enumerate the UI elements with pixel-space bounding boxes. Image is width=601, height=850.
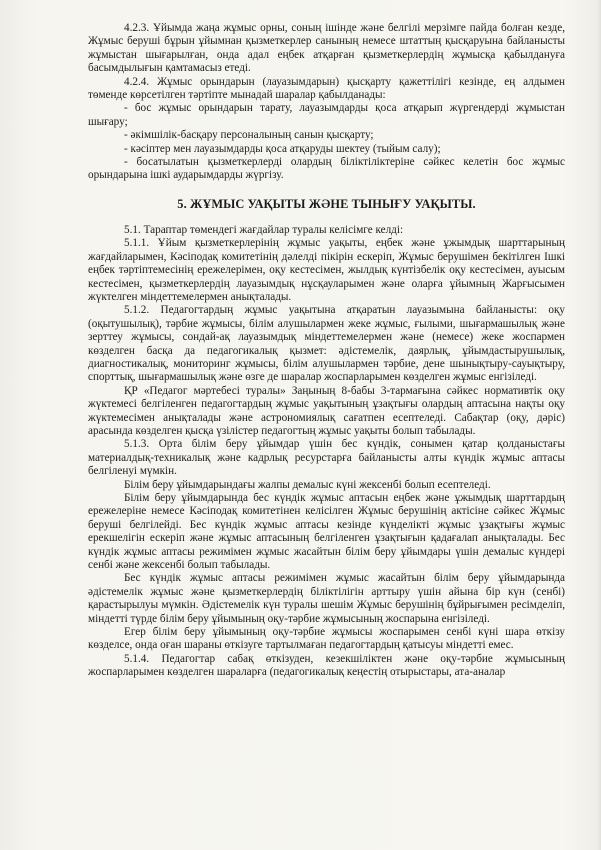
paragraph: Білім беру ұйымдарында бес күндік жұмыс аптасын еңбек және ұжымдық шарттардың ережелеріне немесе Кәсіподақ комитетінен келісілген Жұмыс берушінің актісіне сәйкес Жұмыс беруші белгілейді. Бес күндік жұмыс аптасы кезінде күнделікті жұмыс ұзақтығы жұмыс ерекшелігін ескеріп және жұмыс аптасының белгіленген ұзақтығын қадағалап анықталады. Бес күндік жұмыс аптасы режимімен жұмыс жасайтын білім беру ұйымдары үшін демалыс күндері сенбі және жексенбі болып табылады. [88, 492, 565, 572]
section-5-text [88, 224, 565, 680]
paragraph: 5.1.2. Педагогтардың жұмыс уақытына атқаратын лауазымына байланысты: оқу (оқытушылық), тәрбие жұмысы, білім алушылармен жеке жұмыс, ғылыми, шығармашылық және зерттеу жұмысы, сондай-ақ лауазымдық міндеттемелермен және (немесе) жеке жоспармен көзделген басқа да педагогикалық қызмет: әдістемелік, даярлық, ұйымдастырушылық, диагностикалық, мониторинг жұмысы, білім алушылармен тәрбие, дене шынықтыру-сауықтыру, спорттық, шығармашылық және өзге де шаралар жоспарларымен көзделген жұмыс енгізіледі. [88, 304, 565, 384]
paragraph: Бес күндік жұмыс аптасы режимімен жұмыс жасайтын білім беру ұйымдарында әдістемелік жұмыс және қызметкерлердің біліктілігін арттыру үшін айына бір күн (сенбі) қарастырылуы мүмкін. Әдістемелік күн туралы шешім Жұмыс берушінің бұйрығымен ресімделіп, міндетті түрде білім беру ұйымының оқу-тәрбие жұмысының жоспарына енгізіледі. [88, 572, 565, 625]
paragraph: 4.2.3. Ұйымда жаңа жұмыс орны, соның ішінде және белгілі мерзімге пайда болған кезде, Жұмыс беруші бұрын ұйымнан қызметкерлер санының немесе штаттың қысқаруына байланысты жұмыстан шығарылған, онда адал еңбек атқарған қызметкерлердің жұмысқа қабылдануға басымдылығын қамтамасыз етеді. [88, 22, 565, 75]
paragraph: Егер білім беру ұйымының оқу-тәрбие жұмысы жоспарымен сенбі күні шара өткізу көзделсе, онда оған шараны өткізуге тартылмаған педагогтардың қатысуы міндетті емес. [88, 626, 565, 652]
section-4-text [88, 22, 565, 183]
paragraph: 4.2.4. Жұмыс орындарын (лауазымдарын) қысқарту қажеттілігі кезінде, ең алдымен төменде көрсетілген тәртіпте мынадай шаралар қабылданады: [88, 75, 565, 102]
paragraph: 5.1.3. Орта білім беру ұйымдар үшін бес күндік, сонымен қатар қолданыстағы материалдық-техникалық және кадрлық ресурстарға байланысты алты күндік жұмыс аптасы белгіленуі мүмкін. [88, 438, 565, 478]
paragraph: ҚР «Педагог мәртебесі туралы» Заңының 8-бабы 3-тармағына сәйкес нормативтік оқу жүктемесі белгіленген педагогтардың жұмыс уақытының ұзақтығы олардың аптасына нақты оқу жүктемесімен анықталады және астрономиялық сағатпен есептеледі. Сабақтар (оқу, дәріс) арасында көзделген қысқа үзілістер педагогтың жұмыс уақыты болып табылады. [88, 384, 565, 437]
paragraph: - бос жұмыс орындарын тарату, лауазымдарды қоса атқарып жүргендерді жұмыстан шығару; [88, 102, 565, 128]
paragraph: 5.1. Тараптар төмендегі жағдайлар туралы келісімге келді: [124, 223, 404, 236]
page-edge-shadow [597, 0, 601, 850]
paragraph: Білім беру ұйымдарындағы жалпы демалыс күні жексенбі болып есептеледі. [124, 478, 491, 491]
paragraph: - әкімшілік-басқару персоналының санын қысқарту; [124, 129, 374, 142]
paragraph: 5.1.1. Ұйым қызметкерлерінің жұмыс уақыты, еңбек және ұжымдық шарттарының жағдайларымен, Кәсіподақ комитетінің дәлелді пікірін ескеріп, Жұмыс берушімен бекітілген Ішкі еңбек тәртіптемесінің ережелерімен, оқу кестесімен, жылдық күнтізбелік оқу кестесімен, ауысым кестесімен, қызметкерлердің лауазымдық нұсқауларымен және оларға ұйымның Жарғысымен жүктелген міндеттемелермен анықталады. [88, 237, 565, 303]
paragraph: - кәсіптер мен лауазымдарды қоса атқаруды шектеу (тыйым салу); [124, 142, 441, 155]
paragraph: 5.1.4. Педагогтар сабақ өткізуден, кезекшіліктен және оқу-тәрбие жұмысының жоспарларымен көзделген шараларға (педагогикалық кеңестің отырыстары, ата-аналар [88, 652, 565, 679]
section-title: 5. ЖҰМЫС УАҚЫТЫ ЖӘНЕ ТЫНЫҒУ УАҚЫТЫ. [177, 196, 476, 211]
paragraph: - босатылатын қызметкерлерді олардың біліктіліктеріне сәйкес келетін бос жұмыс орындарына ішкі аударымдарды жүргізу. [88, 156, 565, 182]
